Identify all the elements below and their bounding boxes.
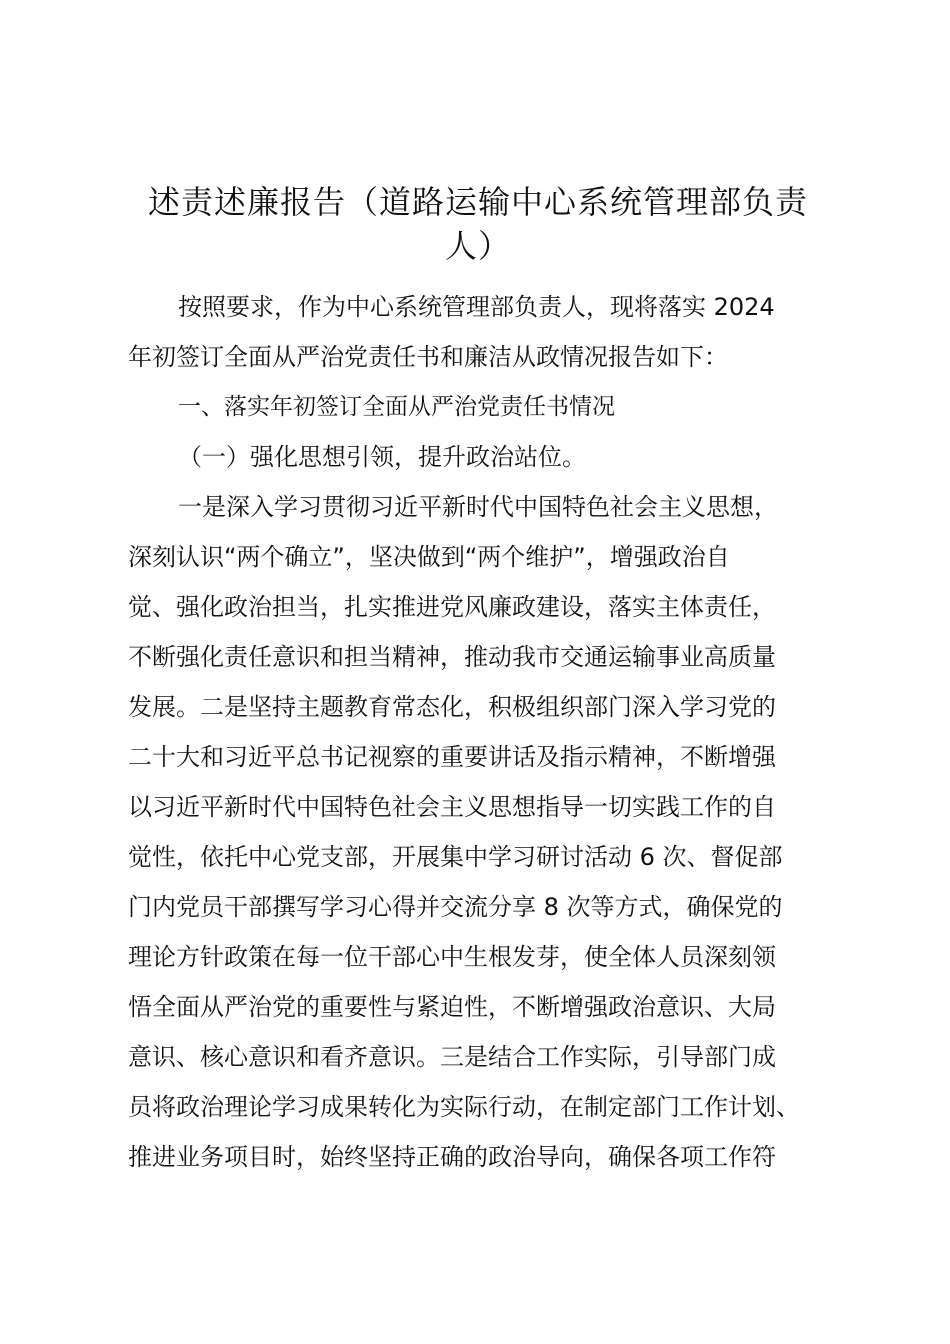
paragraph-line: 推进业务项目时，始终坚持正确的政治导向，确保各项工作符 (128, 1143, 776, 1171)
document-body (128, 282, 836, 1182)
paragraph-line: 意识、核心意识和看齐意识。三是结合工作实际，引导部门成 (128, 1043, 776, 1071)
document-title (120, 180, 836, 268)
title-line-2: 人） (444, 227, 511, 265)
paragraph-line: 悟全面从严治党的重要性与紧迫性，不断增强政治意识、大局 (128, 993, 776, 1021)
paragraph-line: 按照要求，作为中心系统管理部负责人，现将落实 2024 (178, 293, 775, 321)
paragraph-line: 深刻认识“两个确立”，坚决做到“两个维护”，增强政治自 (128, 543, 730, 571)
paragraph-line: 发展。二是坚持主题教育常态化，积极组织部门深入学习党的 (128, 693, 776, 721)
section-heading: 一、落实年初签订全面从严治党责任书情况 (178, 394, 615, 420)
paragraph-line: 不断强化责任意识和担当精神，推动我市交通运输事业高质量 (128, 643, 776, 671)
paragraph-line: 一是深入学习贯彻习近平新时代中国特色社会主义思想， (178, 493, 778, 521)
paragraph-line: 二十大和习近平总书记视察的重要讲话及指示精神，不断增强 (128, 743, 776, 771)
title-line-1: 述责述廉报告（道路运输中心系统管理部负责 (147, 183, 808, 221)
paragraph-line: 觉、强化政治担当，扎实推进党风廉政建设，落实主体责任， (128, 593, 776, 621)
paragraph-line: 以习近平新时代中国特色社会主义思想指导一切实践工作的自 (128, 793, 776, 821)
paragraph-line: 门内党员干部撰写学习心得并交流分享 8 次等方式，确保党的 (128, 893, 783, 921)
paragraph-line: 理论方针政策在每一位干部心中生根发芽，使全体人员深刻领 (128, 943, 776, 971)
paragraph-line: （一）强化思想引领，提升政治站位。 (178, 443, 586, 471)
paragraph-line: 觉性，依托中心党支部，开展集中学习研讨活动 6 次、督促部 (128, 843, 783, 871)
paragraph-line: 年初签订全面从严治党责任书和廉洁从政情况报告如下： (128, 343, 728, 371)
paragraph-line: 员将政治理论学习成果转化为实际行动，在制定部门工作计划、 (128, 1093, 800, 1121)
